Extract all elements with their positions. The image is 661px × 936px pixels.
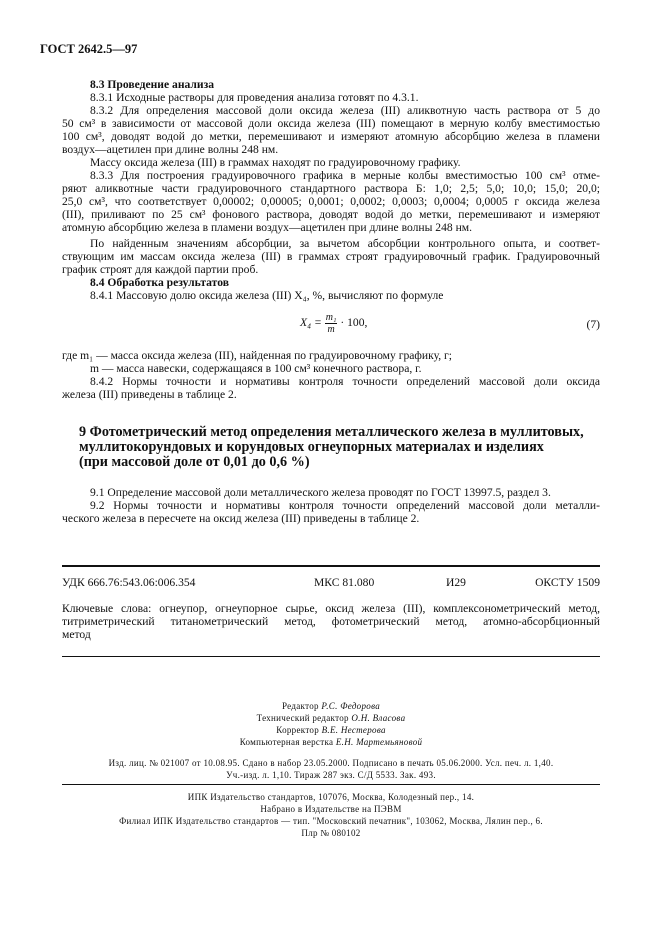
thick-divider: [62, 565, 600, 567]
publisher-line: ИПК Издательство стандартов, 107076, Москва, Колодезный пер., 14.: [187, 792, 475, 802]
keywords-line: метод: [62, 628, 91, 641]
section-9-title-line: 9 Фотометрический метод определения металлического железа в муллитовых,: [79, 424, 584, 440]
paragraph-8-3-2-line: 50 см³ в зависимости от массовой доли оксида железа (III) помещают в мерную колбу вместимостью: [62, 117, 600, 130]
section-8-4-title: 8.4 Обработка результатов: [90, 276, 229, 289]
paragraph-mass: Массу оксида железа (III) в граммах находят по градуировочному графику.: [90, 156, 461, 169]
credit-editor: [62, 700, 600, 712]
paragraph-8-3-1: 8.3.1 Исходные растворы для проведения анализа готовят по 4.3.1.: [90, 91, 419, 104]
where-line: m — масса навески, содержащаяся в 100 см³ конечного раствора, г.: [90, 362, 422, 375]
paragraph-8-3-3-line: атомную абсорбцию железа в пламени воздух—ацетилен при длине волны 248 нм.: [62, 221, 473, 234]
credit-tech-editor: [62, 712, 600, 724]
paragraph-8-3-2-line: 8.3.2 Для определения массовой доли оксида железа (III) аликвотную часть раствора от 5 до: [90, 104, 600, 117]
udk-code: УДК 666.76:543.06:006.354: [62, 576, 196, 589]
paragraph-8-3-3-line: 25,0 см³, что соответствует 0,00002; 0,00005; 0,0001; 0,0002; 0,0003; 0,0004; 0,0005 г оксида железа: [62, 195, 600, 208]
publisher-line: Плр № 080102: [301, 828, 361, 838]
divider: [62, 656, 600, 657]
imprint-divider: [62, 784, 600, 785]
section-8-3-title: 8.3 Проведение анализа: [90, 78, 215, 91]
publisher-line: Филиал ИПК Издательство стандартов — тип. "Московский печатник", 103062, Москва, Лялин пер., 6.: [119, 816, 543, 826]
formula-number: (7): [586, 318, 600, 331]
paragraph-9-1: 9.1 Определение массовой доли металлического железа проводят по ГОСТ 13997.5, раздел 3.: [90, 486, 551, 499]
formula-lhs: X₄ =: [300, 316, 322, 330]
credit-name: Р.С. Федорова: [321, 701, 381, 711]
paragraph-8-3-3-line: ряют аликвотные части градуировочного стандартного раствора Б: 1,0; 2,5; 5,0; 10,0; 15,0; 20,0;: [62, 182, 600, 195]
paragraph-8-4-2-line: 8.4.2 Нормы точности и нормативы контроля точности определений массовой доли оксида: [90, 375, 600, 388]
publisher-line: Набрано в Издательстве на ПЭВМ: [260, 804, 402, 814]
formula-numerator: m₁: [325, 312, 337, 323]
paragraph-graph-line: ствующим им массам оксида железа (III) в граммах строят градуировочный график. Градуировочный: [62, 250, 600, 263]
paragraph-9-2-line: 9.2 Нормы точности и нормативы контроля точности определений массовой доли металли-: [90, 499, 600, 512]
keywords-line: Ключевые слова: огнеупор, огнеупорное сырье, оксид железа (III), комплексонометрический метод,: [62, 602, 600, 615]
mks-code: МКС 81.080: [314, 576, 375, 589]
credit-role: Технический редактор: [256, 713, 349, 723]
section-9-title-line: (при массовой доле от 0,01 до 0,6 %): [79, 454, 310, 470]
imprint-line: Уч.-изд. л. 1,10. Тираж 287 экз. С/Д 5533. Зак. 493.: [226, 770, 436, 780]
imprint-line: Изд. лиц. № 021007 от 10.08.95. Сдано в набор 23.05.2000. Подписано в печать 05.06.2000. Усл. печ. л. 1,40.: [108, 758, 554, 768]
document-header: ГОСТ 2642.5—97: [40, 42, 138, 56]
okstu-code: ОКСТУ 1509: [535, 576, 600, 589]
formula-rhs: · 100,: [340, 316, 368, 330]
paragraph-8-3-3-line: 8.3.3 Для построения градуировочного графика в мерные колбы вместимостью 100 см³ отме-: [90, 169, 600, 182]
paragraph-9-2-line: ческого железа в пересчете на оксид железа (III) приведены в таблице 2.: [62, 512, 420, 525]
paragraph-8-3-3-line: (III), приливают по 25 см³ фонового раствора, доводят водой до метки, перемешивают и измеряют: [62, 208, 600, 221]
paragraph-8-3-2-line: 100 см³, доводят водой до метки, перемешивают и измеряют атомную абсорбцию железа в пламени: [62, 130, 600, 143]
credit-role: Редактор: [281, 701, 319, 711]
credit-proofreader: [62, 724, 600, 736]
paragraph-8-4-2-line: железа (III) приведены в таблице 2.: [62, 388, 237, 401]
paragraph-8-3-2-line: воздух—ацетилен при длине волны 248 нм.: [62, 143, 279, 156]
where-line: где m₁ — масса оксида железа (III), найденная по градуировочному графику, г;: [62, 349, 452, 362]
section-9-title-line: муллитокорундовых и корундовых огнеупорных материалах и изделиях: [79, 439, 544, 455]
credit-name: Е.Н. Мартемьяновой: [335, 737, 423, 747]
paragraph-graph-line: график строят для каждой партии проб.: [62, 263, 259, 276]
paragraph-8-4-1: 8.4.1 Массовую долю оксида железа (III) X₄, %, вычисляют по формуле: [90, 289, 444, 302]
credit-role: Компьютерная верстка: [239, 737, 334, 747]
credit-name: В.Е. Нестерова: [321, 725, 386, 735]
keywords-line: титриметрический титанометрический метод, фотометрический метод, атомно-абсорбционный: [62, 615, 600, 628]
formula-denominator: m: [327, 324, 335, 335]
paragraph-graph-line: По найденным значениям абсорбции, за вычетом абсорбции контрольного опыта, и соответ-: [90, 237, 600, 250]
credit-layout: [62, 736, 600, 748]
credit-role: Корректор: [276, 725, 320, 735]
credit-name: О.Н. Власова: [351, 713, 406, 723]
group-code: И29: [446, 576, 466, 589]
